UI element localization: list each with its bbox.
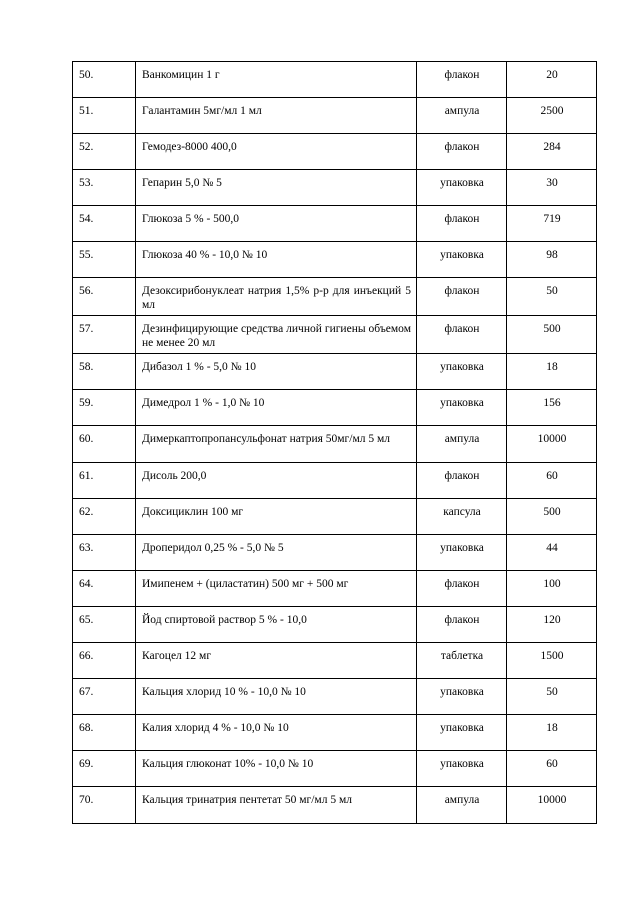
unit-of-measure: упаковка — [417, 679, 507, 715]
row-number: 53. — [73, 170, 136, 206]
quantity: 2500 — [507, 98, 597, 134]
table-row — [73, 499, 597, 535]
unit-of-measure: флакон — [417, 206, 507, 242]
quantity: 98 — [507, 242, 597, 278]
table-row — [73, 571, 597, 607]
quantity: 50 — [507, 679, 597, 715]
table-row — [73, 751, 597, 787]
quantity: 10000 — [507, 787, 597, 824]
row-number: 58. — [73, 354, 136, 390]
table-row — [73, 679, 597, 715]
medication-name: Калия хлорид 4 % - 10,0 № 10 — [136, 715, 417, 751]
unit-of-measure: флакон — [417, 463, 507, 499]
quantity: 100 — [507, 571, 597, 607]
row-number: 54. — [73, 206, 136, 242]
table-row — [73, 62, 597, 98]
row-number: 65. — [73, 607, 136, 643]
medication-name: Димеркаптопропансульфонат натрия 50мг/мл 5 мл — [136, 426, 417, 463]
unit-of-measure: упаковка — [417, 535, 507, 571]
quantity: 719 — [507, 206, 597, 242]
quantity: 60 — [507, 463, 597, 499]
table-row — [73, 98, 597, 134]
unit-of-measure: капсула — [417, 499, 507, 535]
medication-name: Йод спиртовой раствор 5 % - 10,0 — [136, 607, 417, 643]
quantity: 10000 — [507, 426, 597, 463]
medication-name: Имипенем + (циластатин) 500 мг + 500 мг — [136, 571, 417, 607]
medication-name: Кальция глюконат 10% - 10,0 № 10 — [136, 751, 417, 787]
unit-of-measure: упаковка — [417, 242, 507, 278]
table-row — [73, 206, 597, 242]
medications-table — [72, 61, 597, 824]
table-row — [73, 463, 597, 499]
row-number: 61. — [73, 463, 136, 499]
table-row — [73, 715, 597, 751]
table-row — [73, 787, 597, 824]
unit-of-measure: таблетка — [417, 643, 507, 679]
quantity: 44 — [507, 535, 597, 571]
row-number: 56. — [73, 278, 136, 316]
row-number: 64. — [73, 571, 136, 607]
unit-of-measure: упаковка — [417, 390, 507, 426]
row-number: 52. — [73, 134, 136, 170]
row-number: 62. — [73, 499, 136, 535]
quantity: 30 — [507, 170, 597, 206]
medication-name: Кальция хлорид 10 % - 10,0 № 10 — [136, 679, 417, 715]
quantity: 500 — [507, 316, 597, 354]
quantity: 20 — [507, 62, 597, 98]
medication-name: Дибазол 1 % - 5,0 № 10 — [136, 354, 417, 390]
medication-name: Кальция тринатрия пентетат 50 мг/мл 5 мл — [136, 787, 417, 824]
medication-name: Глюкоза 5 % - 500,0 — [136, 206, 417, 242]
medication-name: Гепарин 5,0 № 5 — [136, 170, 417, 206]
row-number: 68. — [73, 715, 136, 751]
quantity: 500 — [507, 499, 597, 535]
unit-of-measure: ампула — [417, 787, 507, 824]
unit-of-measure: упаковка — [417, 751, 507, 787]
medication-name: Галантамин 5мг/мл 1 мл — [136, 98, 417, 134]
medication-name: Доксициклин 100 мг — [136, 499, 417, 535]
quantity: 50 — [507, 278, 597, 316]
quantity: 60 — [507, 751, 597, 787]
unit-of-measure: флакон — [417, 134, 507, 170]
medication-name: Гемодез-8000 400,0 — [136, 134, 417, 170]
table-row — [73, 278, 597, 316]
medication-name: Кагоцел 12 мг — [136, 643, 417, 679]
unit-of-measure: флакон — [417, 571, 507, 607]
medication-name: Дроперидол 0,25 % - 5,0 № 5 — [136, 535, 417, 571]
medication-name: Дисоль 200,0 — [136, 463, 417, 499]
table-row — [73, 242, 597, 278]
unit-of-measure: упаковка — [417, 354, 507, 390]
medication-name: Дезинфицирующие средства личной гигиены объемом не менее 20 мл — [136, 316, 417, 354]
medication-name: Глюкоза 40 % - 10,0 № 10 — [136, 242, 417, 278]
row-number: 51. — [73, 98, 136, 134]
medication-name: Дезоксирибонуклеат натрия 1,5% р-р для инъекций 5 мл — [136, 278, 417, 316]
row-number: 50. — [73, 62, 136, 98]
table-row — [73, 316, 597, 354]
row-number: 55. — [73, 242, 136, 278]
unit-of-measure: упаковка — [417, 715, 507, 751]
table-row — [73, 390, 597, 426]
table-row — [73, 607, 597, 643]
unit-of-measure: ампула — [417, 426, 507, 463]
unit-of-measure: флакон — [417, 278, 507, 316]
table-row — [73, 643, 597, 679]
medication-name: Димедрол 1 % - 1,0 № 10 — [136, 390, 417, 426]
row-number: 66. — [73, 643, 136, 679]
row-number: 63. — [73, 535, 136, 571]
unit-of-measure: флакон — [417, 607, 507, 643]
unit-of-measure: флакон — [417, 62, 507, 98]
unit-of-measure: упаковка — [417, 170, 507, 206]
medication-name: Ванкомицин 1 г — [136, 62, 417, 98]
row-number: 69. — [73, 751, 136, 787]
table-row — [73, 354, 597, 390]
table-row — [73, 535, 597, 571]
quantity: 120 — [507, 607, 597, 643]
table-row — [73, 134, 597, 170]
quantity: 156 — [507, 390, 597, 426]
table-row — [73, 170, 597, 206]
row-number: 70. — [73, 787, 136, 824]
row-number: 57. — [73, 316, 136, 354]
unit-of-measure: ампула — [417, 98, 507, 134]
table-row — [73, 426, 597, 463]
quantity: 1500 — [507, 643, 597, 679]
unit-of-measure: флакон — [417, 316, 507, 354]
row-number: 59. — [73, 390, 136, 426]
quantity: 284 — [507, 134, 597, 170]
quantity: 18 — [507, 354, 597, 390]
row-number: 67. — [73, 679, 136, 715]
quantity: 18 — [507, 715, 597, 751]
row-number: 60. — [73, 426, 136, 463]
